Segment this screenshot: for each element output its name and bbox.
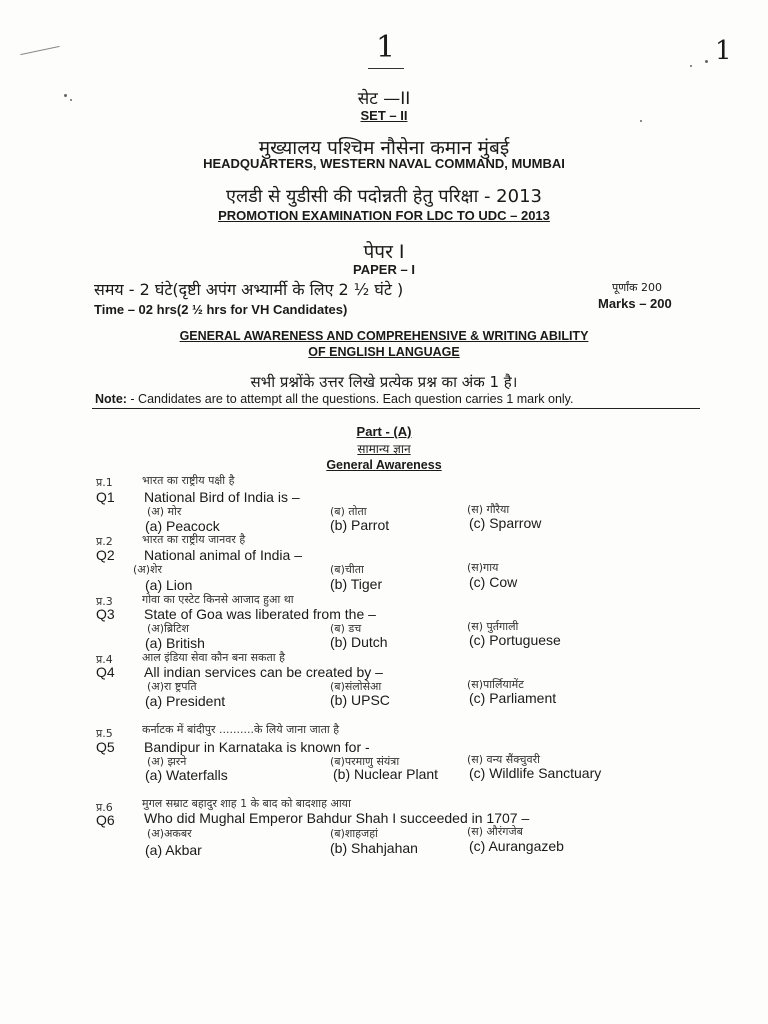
question-hindi-text: मुगल सम्राट बहादुर शाह 1 के बाद को बादशाह आया	[142, 797, 351, 810]
option-c: (c) Aurangazeb	[469, 838, 564, 854]
question-text: Bandipur in Karnataka is known for -	[144, 739, 370, 755]
marks-hindi: पूर्णांक 200	[612, 281, 662, 294]
option-c: (c) Sparrow	[469, 515, 542, 531]
option-a: (a) Lion	[145, 577, 193, 593]
exam-english: PROMOTION EXAMINATION FOR LDC TO UDC – 2013	[218, 208, 550, 223]
note-divider	[92, 408, 700, 409]
option-b: (b) UPSC	[330, 692, 390, 708]
option-b-hindi: (ब)परमाणु संयंत्रा	[330, 755, 400, 768]
option-a: (a) Peacock	[145, 518, 220, 534]
option-a: (a) Akbar	[145, 842, 202, 858]
option-a: (a) British	[145, 635, 205, 651]
option-c: (c) Parliament	[469, 690, 557, 706]
option-c: (c) Portuguese	[469, 632, 561, 648]
set-hindi: सेट —II	[357, 89, 411, 109]
question-number: Q4	[96, 664, 115, 680]
question-text: Who did Mughal Emperor Bahdur Shah I succeeded in 1707 –	[144, 810, 530, 826]
option-b: (b) Parrot	[330, 517, 390, 533]
question-hindi-text: कर्नाटक में बांदीपुर ..........के लिये जाना जाता है	[142, 723, 340, 736]
part-subtitle-english: General Awareness	[326, 458, 442, 472]
option-c-hindi: (स) वन्य सैंक्चुवरी	[467, 753, 540, 766]
question-number: Q1	[96, 489, 115, 505]
page-number-underline	[368, 68, 404, 69]
question-hindi-text: गोवा का एस्टेट किनसे आजाद हुआ था	[142, 593, 294, 606]
note-english	[95, 392, 573, 406]
question-text: All indian services can be created by –	[144, 664, 383, 680]
question-text: National animal of India –	[144, 547, 302, 563]
scan-speck	[690, 65, 692, 67]
option-b: (b) Shahjahan	[330, 840, 418, 856]
option-b-hindi: (ब)संलोसेआ	[330, 680, 382, 693]
option-a-hindi: (अ)ब्रिटिश	[147, 622, 189, 635]
question-hindi-number: प्र.2	[96, 535, 113, 548]
question-hindi-number: प्र.6	[96, 801, 113, 814]
option-c-hindi: (स) गौरैया	[467, 503, 510, 516]
question-number: Q6	[96, 812, 115, 828]
set-english: SET – II	[360, 108, 408, 123]
part-title: Part - (A)	[356, 424, 412, 439]
paper-english: PAPER – I	[353, 262, 415, 277]
question-number: Q2	[96, 547, 115, 563]
option-c-hindi: (स)पार्लियामेंट	[467, 678, 524, 691]
note-hindi: सभी प्रश्नोंके उत्तर लिखे प्रत्येक प्रश्न का अंक 1 है।	[250, 373, 518, 391]
option-b-hindi: (ब)शाहजहां	[330, 827, 378, 840]
scan-mark	[20, 46, 59, 55]
option-b-hindi: (ब) डच	[330, 622, 362, 635]
page-number-mark: 1	[376, 30, 396, 65]
time-hindi: समय - 2 घंटे(दृष्टी अपंग अभ्यार्मी के लिए 2 ½ घंटे )	[94, 280, 404, 299]
question-number: Q5	[96, 739, 115, 755]
question-text: National Bird of India is –	[144, 489, 300, 505]
option-c: (c) Wildlife Sanctuary	[469, 765, 602, 781]
marks-english: Marks – 200	[598, 296, 672, 311]
question-text: State of Goa was liberated from the –	[144, 606, 376, 622]
scan-speck	[705, 60, 708, 63]
question-hindi-text: आल इंडिया सेवा कौन बना सकता है	[142, 651, 285, 664]
hq-hindi: मुख्यालय पश्चिम नौसेना कमान मुंबई	[258, 137, 510, 159]
option-c-hindi: (स) पुर्तगाली	[467, 620, 519, 633]
part-subtitle-hindi: सामान्य ज्ञान	[357, 442, 411, 456]
option-a-hindi: (अ)अकबर	[147, 827, 192, 840]
option-a-hindi: (अ) झरने	[147, 755, 187, 768]
paper-hindi: पेपर I	[363, 241, 405, 263]
question-hindi-number: प्र.4	[96, 653, 113, 666]
corner-mark: 1	[715, 36, 732, 66]
note-label: Note:	[95, 392, 127, 406]
option-a-hindi: (अ) मोर	[147, 505, 182, 518]
option-b: (b) Nuclear Plant	[333, 766, 439, 782]
option-a: (a) Waterfalls	[145, 767, 228, 783]
option-b-hindi: (ब) तोता	[330, 505, 367, 518]
option-a-hindi: (अ)रा ष्ट्रपति	[147, 680, 197, 693]
exam-hindi: एलडी से युडीसी की पदोन्नती हेतु परिक्षा - 2013	[225, 186, 542, 207]
option-b: (b) Dutch	[330, 634, 388, 650]
option-c-hindi: (स)गाय	[467, 561, 499, 574]
option-c: (c) Cow	[469, 574, 518, 590]
option-b: (b) Tiger	[330, 576, 383, 592]
option-b-hindi: (ब)चीता	[330, 563, 364, 576]
question-hindi-number: प्र.3	[96, 595, 113, 608]
note-text: - Candidates are to attempt all the questions. Each question carries 1 mark only.	[126, 392, 574, 406]
subject-line-1: GENERAL AWARENESS AND COMPREHENSIVE & WRITING ABILITY	[179, 329, 589, 343]
option-c-hindi: (स) औरंगजेब	[467, 825, 523, 838]
option-a: (a) President	[145, 693, 226, 709]
subject-line-2: OF ENGLISH LANGUAGE	[308, 345, 460, 359]
question-number: Q3	[96, 606, 115, 622]
time-english: Time – 02 hrs(2 ½ hrs for VH Candidates)	[94, 302, 348, 317]
question-hindi-text: भारत का राष्ट्रीय पक्षी है	[142, 474, 235, 487]
question-hindi-text: भारत का राष्ट्रीय जानवर है	[142, 533, 246, 546]
question-hindi-number: प्र.1	[96, 476, 113, 489]
hq-english: HEADQUARTERS, WESTERN NAVAL COMMAND, MUMBAI	[203, 156, 565, 171]
question-hindi-number: प्र.5	[96, 727, 113, 740]
option-a-hindi: (अ)शेर	[133, 563, 162, 576]
